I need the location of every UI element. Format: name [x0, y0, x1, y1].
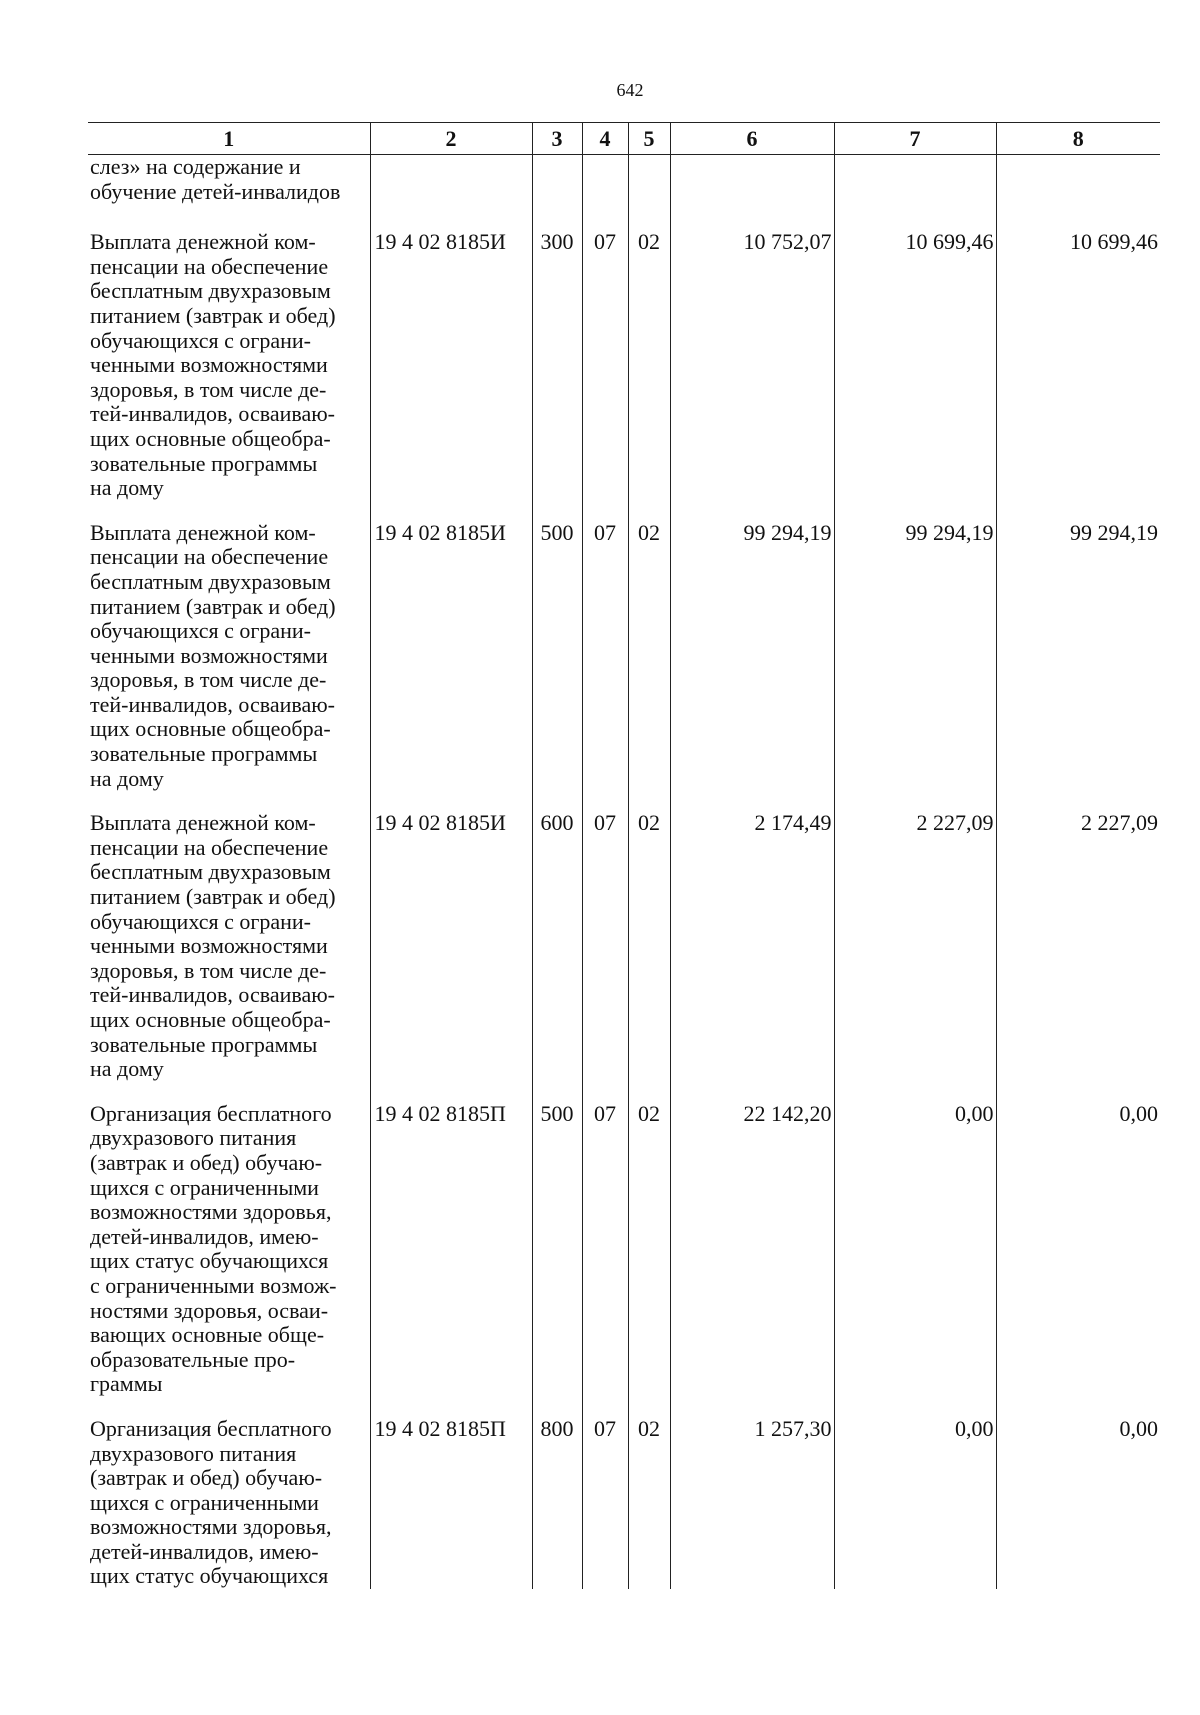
subsection-code: 02 — [628, 811, 670, 1102]
table-row — [88, 1102, 1160, 1417]
description-line: ностями здоровья, осваи- — [90, 1297, 329, 1323]
subsection-code: 02 — [628, 1417, 670, 1589]
section-code: 07 — [582, 1102, 628, 1417]
target-article-code: 19 4 02 8185П — [370, 1102, 532, 1417]
empty-cell — [996, 155, 1160, 231]
description-line: на дому — [90, 765, 164, 791]
header-col-1: 1 — [88, 123, 370, 155]
description-line: детей-инвалидов, имею- — [90, 1538, 319, 1564]
description-line: вающих основные обще- — [90, 1322, 325, 1348]
empty-cell — [834, 155, 996, 231]
description-line: обучающихся с ограни- — [90, 327, 312, 353]
description-line: образовательные про- — [90, 1346, 296, 1372]
amount-col-6: 1 257,30 — [670, 1417, 834, 1589]
empty-cell — [532, 155, 582, 231]
description-line: (завтрак и обед) обучаю- — [90, 1149, 323, 1175]
description-line: ченными возможностями — [90, 352, 328, 378]
amount-col-8: 2 227,09 — [996, 811, 1160, 1102]
description-line: щих статус обучающихся — [90, 1563, 329, 1589]
description-line: двухразового питания — [90, 1440, 297, 1466]
expense-type-code: 300 — [532, 230, 582, 521]
header-col-6: 6 — [670, 123, 834, 155]
description-line: обучающихся с ограни- — [90, 618, 312, 644]
description-line: здоровья, в том числе де- — [90, 667, 327, 693]
description-line: пенсации на обеспечение — [90, 253, 329, 279]
subsection-code: 02 — [628, 521, 670, 812]
target-article-code: 19 4 02 8185И — [370, 811, 532, 1102]
description-line: Выплата денежной ком- — [90, 810, 316, 836]
expense-type-code: 500 — [532, 521, 582, 812]
table-row — [88, 811, 1160, 1102]
description-line: зовательные программы — [90, 741, 318, 767]
description-line: здоровья, в том числе де- — [90, 376, 327, 402]
expense-type-code: 600 — [532, 811, 582, 1102]
header-col-4: 4 — [582, 123, 628, 155]
budget-table-container — [88, 122, 1160, 1589]
description-line: здоровья, в том числе де- — [90, 957, 327, 983]
table-row — [88, 230, 1160, 521]
description-line: питанием (завтрак и обед) — [90, 884, 336, 910]
description-line: ченными возможностями — [90, 642, 328, 668]
description-line: обучение детей-инвалидов — [90, 178, 341, 204]
expense-type-code: 500 — [532, 1102, 582, 1417]
description-line: Выплата денежной ком- — [90, 229, 316, 255]
description-line: детей-инвалидов, имею- — [90, 1223, 319, 1249]
description-line: на дому — [90, 475, 164, 501]
budget-table — [88, 122, 1160, 1589]
description-line: бесплатным двухразовым — [90, 278, 331, 304]
description-line: обучающихся с ограни- — [90, 908, 312, 934]
amount-col-6: 2 174,49 — [670, 811, 834, 1102]
amount-col-8: 0,00 — [996, 1417, 1160, 1589]
row-description — [88, 1417, 370, 1589]
table-row — [88, 521, 1160, 812]
description-line: щих основные общеобра- — [90, 1007, 331, 1032]
amount-col-6: 22 142,20 — [670, 1102, 834, 1417]
empty-cell — [370, 155, 532, 231]
empty-cell — [670, 155, 834, 231]
header-col-7: 7 — [834, 123, 996, 155]
continuation-description — [88, 155, 370, 231]
amount-col-6: 10 752,07 — [670, 230, 834, 521]
page-number: 642 — [616, 80, 644, 100]
amount-col-8: 0,00 — [996, 1102, 1160, 1417]
description-line: пенсации на обеспечение — [90, 544, 329, 570]
row-description — [88, 1102, 370, 1417]
description-line: Выплата денежной ком- — [90, 519, 316, 545]
target-article-code: 19 4 02 8185И — [370, 230, 532, 521]
empty-cell — [582, 155, 628, 231]
table-header — [88, 123, 1160, 155]
description-line: зовательные программы — [90, 450, 318, 476]
amount-col-7: 99 294,19 — [834, 521, 996, 812]
amount-col-8: 99 294,19 — [996, 521, 1160, 812]
header-col-2: 2 — [370, 123, 532, 155]
description-line: питанием (завтрак и обед) — [90, 302, 336, 328]
description-line: зовательные программы — [90, 1031, 318, 1057]
header-col-8: 8 — [996, 123, 1160, 155]
amount-col-7: 0,00 — [834, 1102, 996, 1417]
description-line: Организация бесплатного — [90, 1100, 332, 1126]
description-line: на дому — [90, 1056, 164, 1082]
row-description — [88, 521, 370, 812]
header-col-5: 5 — [628, 123, 670, 155]
header-col-3: 3 — [532, 123, 582, 155]
description-line: тей-инвалидов, осваиваю- — [90, 401, 335, 427]
table-body — [88, 155, 1160, 1590]
description-line: с ограниченными возмож- — [90, 1272, 337, 1298]
description-line: питанием (завтрак и обед) — [90, 593, 336, 619]
description-line: (завтрак и обед) обучаю- — [90, 1465, 323, 1491]
subsection-code: 02 — [628, 1102, 670, 1417]
description-line: тей-инвалидов, осваиваю- — [90, 982, 335, 1008]
section-code: 07 — [582, 811, 628, 1102]
amount-col-7: 10 699,46 — [834, 230, 996, 521]
description-line: граммы — [90, 1371, 163, 1397]
amount-col-7: 0,00 — [834, 1417, 996, 1589]
subsection-code: 02 — [628, 230, 670, 521]
description-line: щих статус обучающихся — [90, 1248, 329, 1274]
description-line: Организация бесплатного — [90, 1415, 332, 1441]
amount-col-7: 2 227,09 — [834, 811, 996, 1102]
table-row — [88, 1417, 1160, 1589]
empty-cell — [628, 155, 670, 231]
header-row — [88, 123, 1160, 155]
description-line: пенсации на обеспечение — [90, 834, 329, 860]
description-line: двухразового питания — [90, 1125, 297, 1151]
amount-col-6: 99 294,19 — [670, 521, 834, 812]
description-line: щих основные общеобра- — [90, 425, 331, 451]
section-code: 07 — [582, 1417, 628, 1589]
description-line: слез» на содержание и — [90, 154, 301, 179]
description-line: ченными возможностями — [90, 933, 328, 959]
description-line: возможностями здоровья, — [90, 1514, 332, 1540]
description-line: тей-инвалидов, осваиваю- — [90, 691, 335, 717]
row-description — [88, 230, 370, 521]
description-line: возможностями здоровья, — [90, 1199, 332, 1225]
section-code: 07 — [582, 230, 628, 521]
continuation-row — [88, 155, 1160, 231]
amount-col-8: 10 699,46 — [996, 230, 1160, 521]
target-article-code: 19 4 02 8185И — [370, 521, 532, 812]
target-article-code: 19 4 02 8185П — [370, 1417, 532, 1589]
expense-type-code: 800 — [532, 1417, 582, 1589]
description-line: щихся с ограниченными — [90, 1489, 319, 1515]
section-code: 07 — [582, 521, 628, 812]
description-line: бесплатным двухразовым — [90, 568, 331, 594]
description-line: щих основные общеобра- — [90, 716, 331, 742]
row-description — [88, 811, 370, 1102]
description-line: щихся с ограниченными — [90, 1174, 319, 1200]
description-line: бесплатным двухразовым — [90, 859, 331, 885]
